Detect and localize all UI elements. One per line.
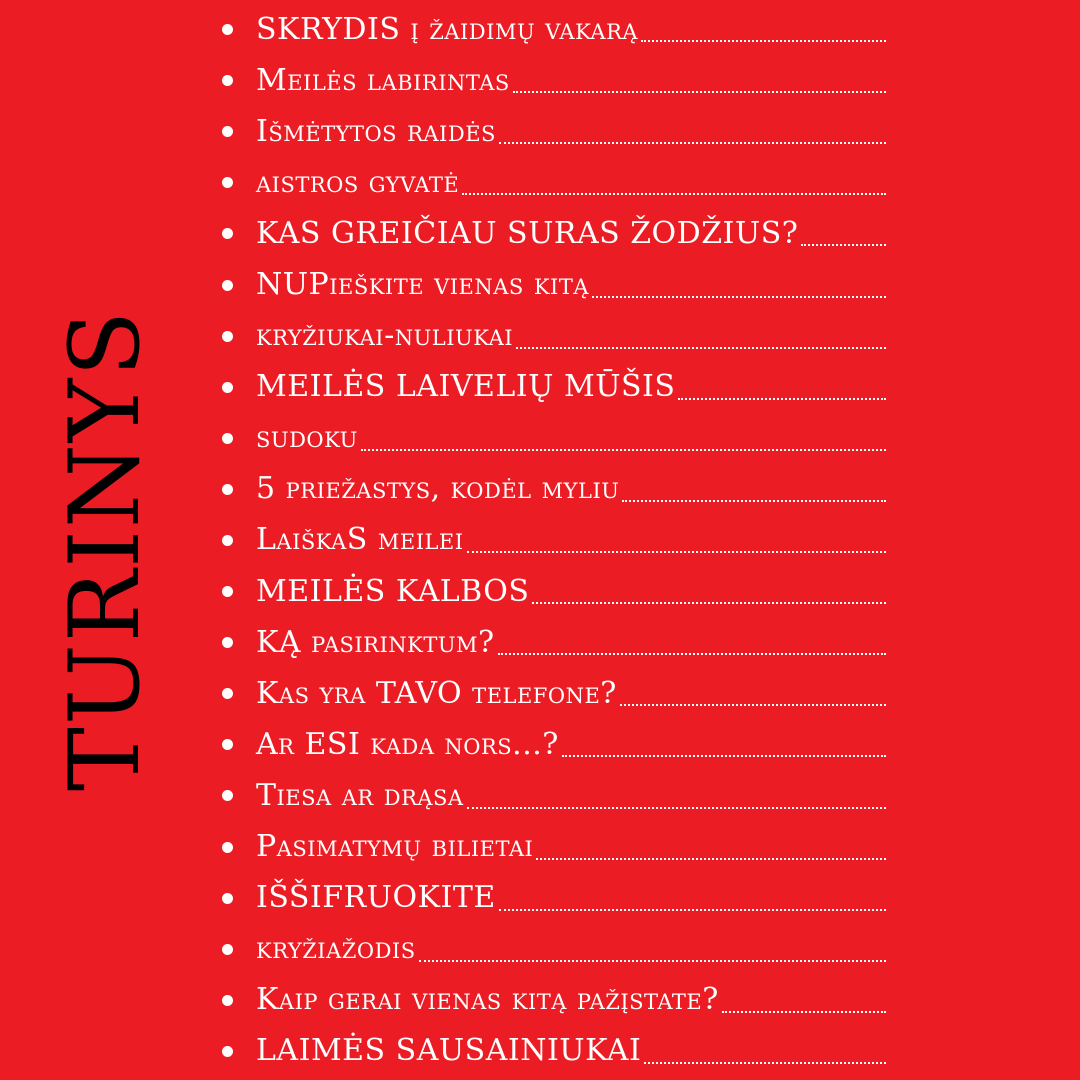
toc-item — [220, 464, 886, 515]
toc-item — [220, 566, 886, 617]
toc-item-label: Išmėtytos raidės — [256, 113, 496, 149]
toc-item — [220, 719, 886, 770]
toc-item-label: aistros gyvatė — [256, 164, 460, 200]
toc-item-label: kryžiukai-nuliukai — [256, 318, 514, 354]
toc-item-label: NUPieškite vienas kitą — [256, 267, 589, 303]
bullet-icon — [222, 126, 233, 137]
dot-leader — [467, 807, 886, 809]
toc-list — [220, 4, 886, 1077]
toc-item — [220, 515, 886, 566]
dot-leader — [562, 755, 886, 757]
page-title: TURINYS — [49, 308, 161, 792]
toc-item — [220, 106, 886, 157]
toc-item-label: Ar ESI kada nors...? — [256, 726, 559, 762]
bullet-icon — [222, 75, 233, 86]
bullet-icon — [222, 790, 233, 801]
toc-item — [220, 924, 886, 975]
bullet-icon — [222, 484, 233, 495]
bullet-icon — [222, 24, 233, 35]
bullet-icon — [222, 842, 233, 853]
dot-leader — [620, 704, 886, 706]
dot-leader — [641, 40, 886, 42]
toc-item-label: kryžiažodis — [256, 931, 416, 967]
dot-leader — [499, 909, 886, 911]
toc-item — [220, 975, 886, 1026]
bullet-icon — [222, 637, 233, 648]
toc-item-label: SKRYDIS į žaidimų vakarą — [256, 11, 639, 47]
bullet-icon — [222, 944, 233, 955]
toc-item — [220, 157, 886, 208]
toc-item-label: 5 priežastys, kodėl myliu — [256, 471, 620, 507]
toc-item-label: Tiesa ar drąsa — [256, 777, 464, 813]
dot-leader — [462, 193, 886, 195]
toc-item — [220, 413, 886, 464]
toc-item — [220, 1026, 886, 1077]
dot-leader — [361, 449, 886, 451]
dot-leader — [644, 1062, 886, 1064]
dot-leader — [499, 142, 886, 144]
dot-leader — [592, 296, 886, 298]
toc-item-label: IŠŠIFRUOKITE — [256, 880, 496, 916]
toc-item-label: LAIMĖS SAUSAINIUKAI — [256, 1033, 642, 1069]
bullet-icon — [222, 280, 233, 291]
bullet-icon — [222, 382, 233, 393]
bullet-icon — [222, 535, 233, 546]
bullet-icon — [222, 228, 233, 239]
bullet-icon — [222, 893, 233, 904]
bullet-icon — [222, 433, 233, 444]
toc-item-label: KAS GREIČIAU SURAS ŽODŽIUS? — [256, 215, 799, 251]
toc-item-label: MEILĖS KALBOS — [256, 573, 530, 609]
toc-item-label: MEILĖS LAIVELIŲ MŪŠIS — [256, 369, 676, 405]
toc-item-label: Kas yra TAVO telefone? — [256, 675, 617, 711]
toc-item — [220, 4, 886, 55]
bullet-icon — [222, 739, 233, 750]
bullet-icon — [222, 688, 233, 699]
toc-item-label: Pasimatymų bilietai — [256, 829, 534, 865]
dot-leader — [722, 1011, 886, 1013]
toc-item — [220, 822, 886, 873]
bullet-icon — [222, 586, 233, 597]
dot-leader — [801, 244, 886, 246]
bullet-icon — [222, 177, 233, 188]
toc-item — [220, 873, 886, 924]
toc-item — [220, 208, 886, 259]
dot-leader — [419, 960, 886, 962]
dot-leader — [532, 602, 886, 604]
toc-item-label: LaiškaS meilei — [256, 522, 464, 558]
toc-item — [220, 259, 886, 310]
dot-leader — [498, 653, 886, 655]
toc-item-label: KĄ pasirinktum? — [256, 624, 495, 660]
toc-item — [220, 668, 886, 719]
bullet-icon — [222, 1046, 233, 1057]
toc-item — [220, 311, 886, 362]
dot-leader — [622, 500, 886, 502]
toc-item — [220, 617, 886, 668]
dot-leader — [516, 347, 886, 349]
bullet-icon — [222, 331, 233, 342]
toc-item — [220, 770, 886, 821]
dot-leader — [678, 398, 886, 400]
toc-item-label: sudoku — [256, 420, 358, 456]
toc-item-label: Meilės labirintas — [256, 62, 510, 98]
dot-leader — [513, 91, 886, 93]
dot-leader — [536, 858, 886, 860]
toc-item-label: Kaip gerai vienas kitą pažįstate? — [256, 982, 719, 1018]
toc-item — [220, 55, 886, 106]
dot-leader — [467, 551, 886, 553]
bullet-icon — [222, 995, 233, 1006]
toc-item — [220, 362, 886, 413]
